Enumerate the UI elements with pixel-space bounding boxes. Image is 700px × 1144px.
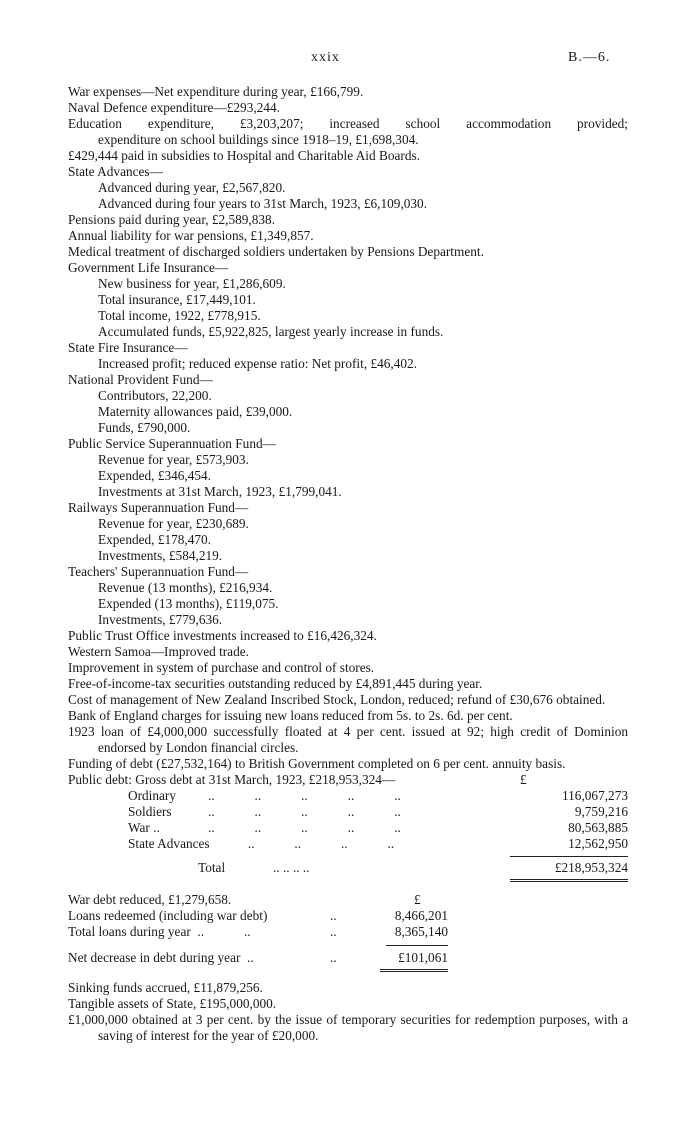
public-service-super-item: Revenue for year, £573,903.	[98, 452, 249, 467]
summary-body	[68, 84, 628, 1044]
war-debt-heading-row	[68, 892, 628, 908]
debt-row-label: Ordinary	[128, 788, 176, 803]
debt-row-label: State Advances	[128, 836, 210, 851]
national-provident-item: Maternity allowances paid, £39,000.	[98, 404, 293, 419]
railways-super-heading: Railways Superannuation Fund—	[68, 500, 249, 515]
leader-dots: .. .. .. ..	[208, 836, 395, 851]
war-debt-row-label: Loans redeemed (including war debt)	[68, 908, 268, 923]
annual-liability-line: Annual liability for war pensions, £1,349,857.	[68, 228, 314, 243]
public-debt-heading-row	[68, 772, 628, 788]
cost-management-paragraph: Cost of management of New Zealand Inscribed Stock, London, reduced; refund of £30,676 obtained.	[68, 692, 606, 707]
total-row	[68, 860, 628, 876]
net-decrease-rule-row	[68, 966, 628, 980]
debt-row-amount: 9,759,216	[574, 804, 628, 819]
war-expenses-line: War expenses—Net expenditure during year, £166,799.	[68, 84, 364, 99]
sinking-funds-line: Sinking funds accrued, £11,879,256.	[68, 980, 263, 995]
temporary-securities-paragraph: £1,000,000 obtained at 3 per cent. by the issue of temporary securities for redemption purposes, with a saving of interest for the year of £20,000.	[68, 1012, 628, 1043]
subtotal-rule-row	[68, 852, 628, 860]
railways-super-item: Expended, £178,470.	[98, 532, 212, 547]
net-decrease-row	[68, 950, 628, 966]
leader-dots: .. .. .. .. ..	[208, 820, 401, 835]
naval-defence-line: Naval Defence expenditure—£293,244.	[68, 100, 280, 115]
table-row	[68, 836, 628, 852]
war-debt-row-label: Total loans during year .. ..	[68, 924, 251, 939]
war-debt-table	[68, 908, 628, 980]
teachers-super-item: Expended (13 months), £119,075.	[98, 596, 279, 611]
debt-row-amount: 116,067,273	[562, 788, 628, 803]
war-debt-reduced: War debt reduced, £1,279,658.	[68, 892, 232, 907]
net-decrease-double-rule	[380, 969, 448, 972]
net-decrease-label: Net decrease in debt during year ..	[68, 950, 254, 965]
public-debt-heading: Public debt: Gross debt at 31st March, 1923, £218,953,324—	[68, 772, 396, 787]
debt-table	[68, 788, 628, 892]
teachers-super-heading: Teachers' Superannuation Fund—	[68, 564, 249, 579]
free-tax-line: Free-of-income-tax securities outstanding reduced by £4,891,445 during year.	[68, 676, 483, 691]
war-debt-currency-symbol: £	[414, 892, 421, 907]
public-service-super-item: Investments at 31st March, 1923, £1,799,041.	[98, 484, 342, 499]
education-line-2: expenditure on school buildings since 1918–19, £1,698,304.	[98, 132, 419, 147]
public-service-super-item: Expended, £346,454.	[98, 468, 212, 483]
leader-dots: .. .. .. .. ..	[208, 804, 401, 819]
debt-row-amount: 12,562,950	[568, 836, 628, 851]
government-life-item: Accumulated funds, £5,922,825, largest yearly increase in funds.	[98, 324, 444, 339]
government-life-item: Total income, 1922, £778,915.	[98, 308, 261, 323]
tangible-assets-line: Tangible assets of State, £195,000,000.	[68, 996, 277, 1011]
table-row	[68, 924, 628, 940]
funding-paragraph: Funding of debt (£27,532,164) to British Government completed on 6 per cent. annuity basis.	[68, 756, 566, 771]
state-fire-item: Increased profit; reduced expense ratio: Net profit, £46,402.	[98, 356, 418, 371]
subtotal-rule	[510, 856, 628, 857]
debt-currency-symbol: £	[520, 772, 527, 787]
bank-england-line: Bank of England charges for issuing new loans reduced from 5s. to 2s. 6d. per cent.	[68, 708, 513, 723]
table-row	[68, 820, 628, 836]
debt-row-label: War ..	[128, 820, 160, 835]
war-debt-row-amount: 8,365,140	[394, 924, 448, 939]
document-code: B.—6.	[568, 50, 611, 65]
loan-1923-paragraph: 1923 loan of £4,000,000 successfully floated at 4 per cent. issued at 92; high credit of Dominion endorsed by London financial circles.	[68, 724, 628, 755]
total-double-rule	[510, 879, 628, 882]
leader-dots: ..	[330, 950, 337, 965]
war-debt-rule	[386, 945, 448, 946]
national-provident-heading: National Provident Fund—	[68, 372, 213, 387]
table-row	[68, 788, 628, 804]
pensions-line: Pensions paid during year, £2,589,838.	[68, 212, 276, 227]
teachers-super-item: Investments, £779,636.	[98, 612, 223, 627]
western-samoa-line: Western Samoa—Improved trade.	[68, 644, 249, 659]
total-amount: £218,953,324	[554, 860, 628, 875]
war-debt-rule-row	[68, 940, 628, 950]
railways-super-item: Investments, £584,219.	[98, 548, 223, 563]
medical-treatment-line: Medical treatment of discharged soldiers undertaken by Pensions Department.	[68, 244, 484, 259]
railways-super-item: Revenue for year, £230,689.	[98, 516, 249, 531]
hospital-subsidies-line: £429,444 paid in subsidies to Hospital and Charitable Aid Boards.	[68, 148, 420, 163]
page-number: xxix	[311, 50, 340, 65]
total-rule-row	[68, 876, 628, 892]
national-provident-item: Funds, £790,000.	[98, 420, 191, 435]
national-provident-item: Contributors, 22,200.	[98, 388, 212, 403]
education-line-1: Education expenditure, £3,203,207; increased school accommodation provided;	[68, 116, 628, 131]
public-trust-line: Public Trust Office investments increased to £16,426,324.	[68, 628, 377, 643]
teachers-super-item: Revenue (13 months), £216,934.	[98, 580, 273, 595]
debt-row-label: Soldiers	[128, 804, 172, 819]
table-row	[68, 804, 628, 820]
total-label: Total	[198, 860, 226, 875]
leader-dots: .. .. .. ..	[273, 860, 310, 875]
government-life-item: New business for year, £1,286,609.	[98, 276, 286, 291]
state-advances-item: Advanced during year, £2,567,820.	[98, 180, 286, 195]
debt-row-amount: 80,563,885	[568, 820, 628, 835]
state-advances-heading: State Advances—	[68, 164, 163, 179]
stores-line: Improvement in system of purchase and control of stores.	[68, 660, 375, 675]
government-life-heading: Government Life Insurance—	[68, 260, 229, 275]
leader-dots: ..	[330, 924, 337, 939]
public-service-super-heading: Public Service Superannuation Fund—	[68, 436, 276, 451]
war-debt-row-amount: 8,466,201	[394, 908, 448, 923]
government-life-item: Total insurance, £17,449,101.	[98, 292, 256, 307]
table-row	[68, 908, 628, 924]
leader-dots: .. .. .. .. ..	[208, 788, 401, 803]
leader-dots: ..	[330, 908, 337, 923]
net-decrease-amount: £101,061	[398, 950, 448, 965]
state-fire-heading: State Fire Insurance—	[68, 340, 188, 355]
state-advances-item: Advanced during four years to 31st March, 1923, £6,109,030.	[98, 196, 428, 211]
